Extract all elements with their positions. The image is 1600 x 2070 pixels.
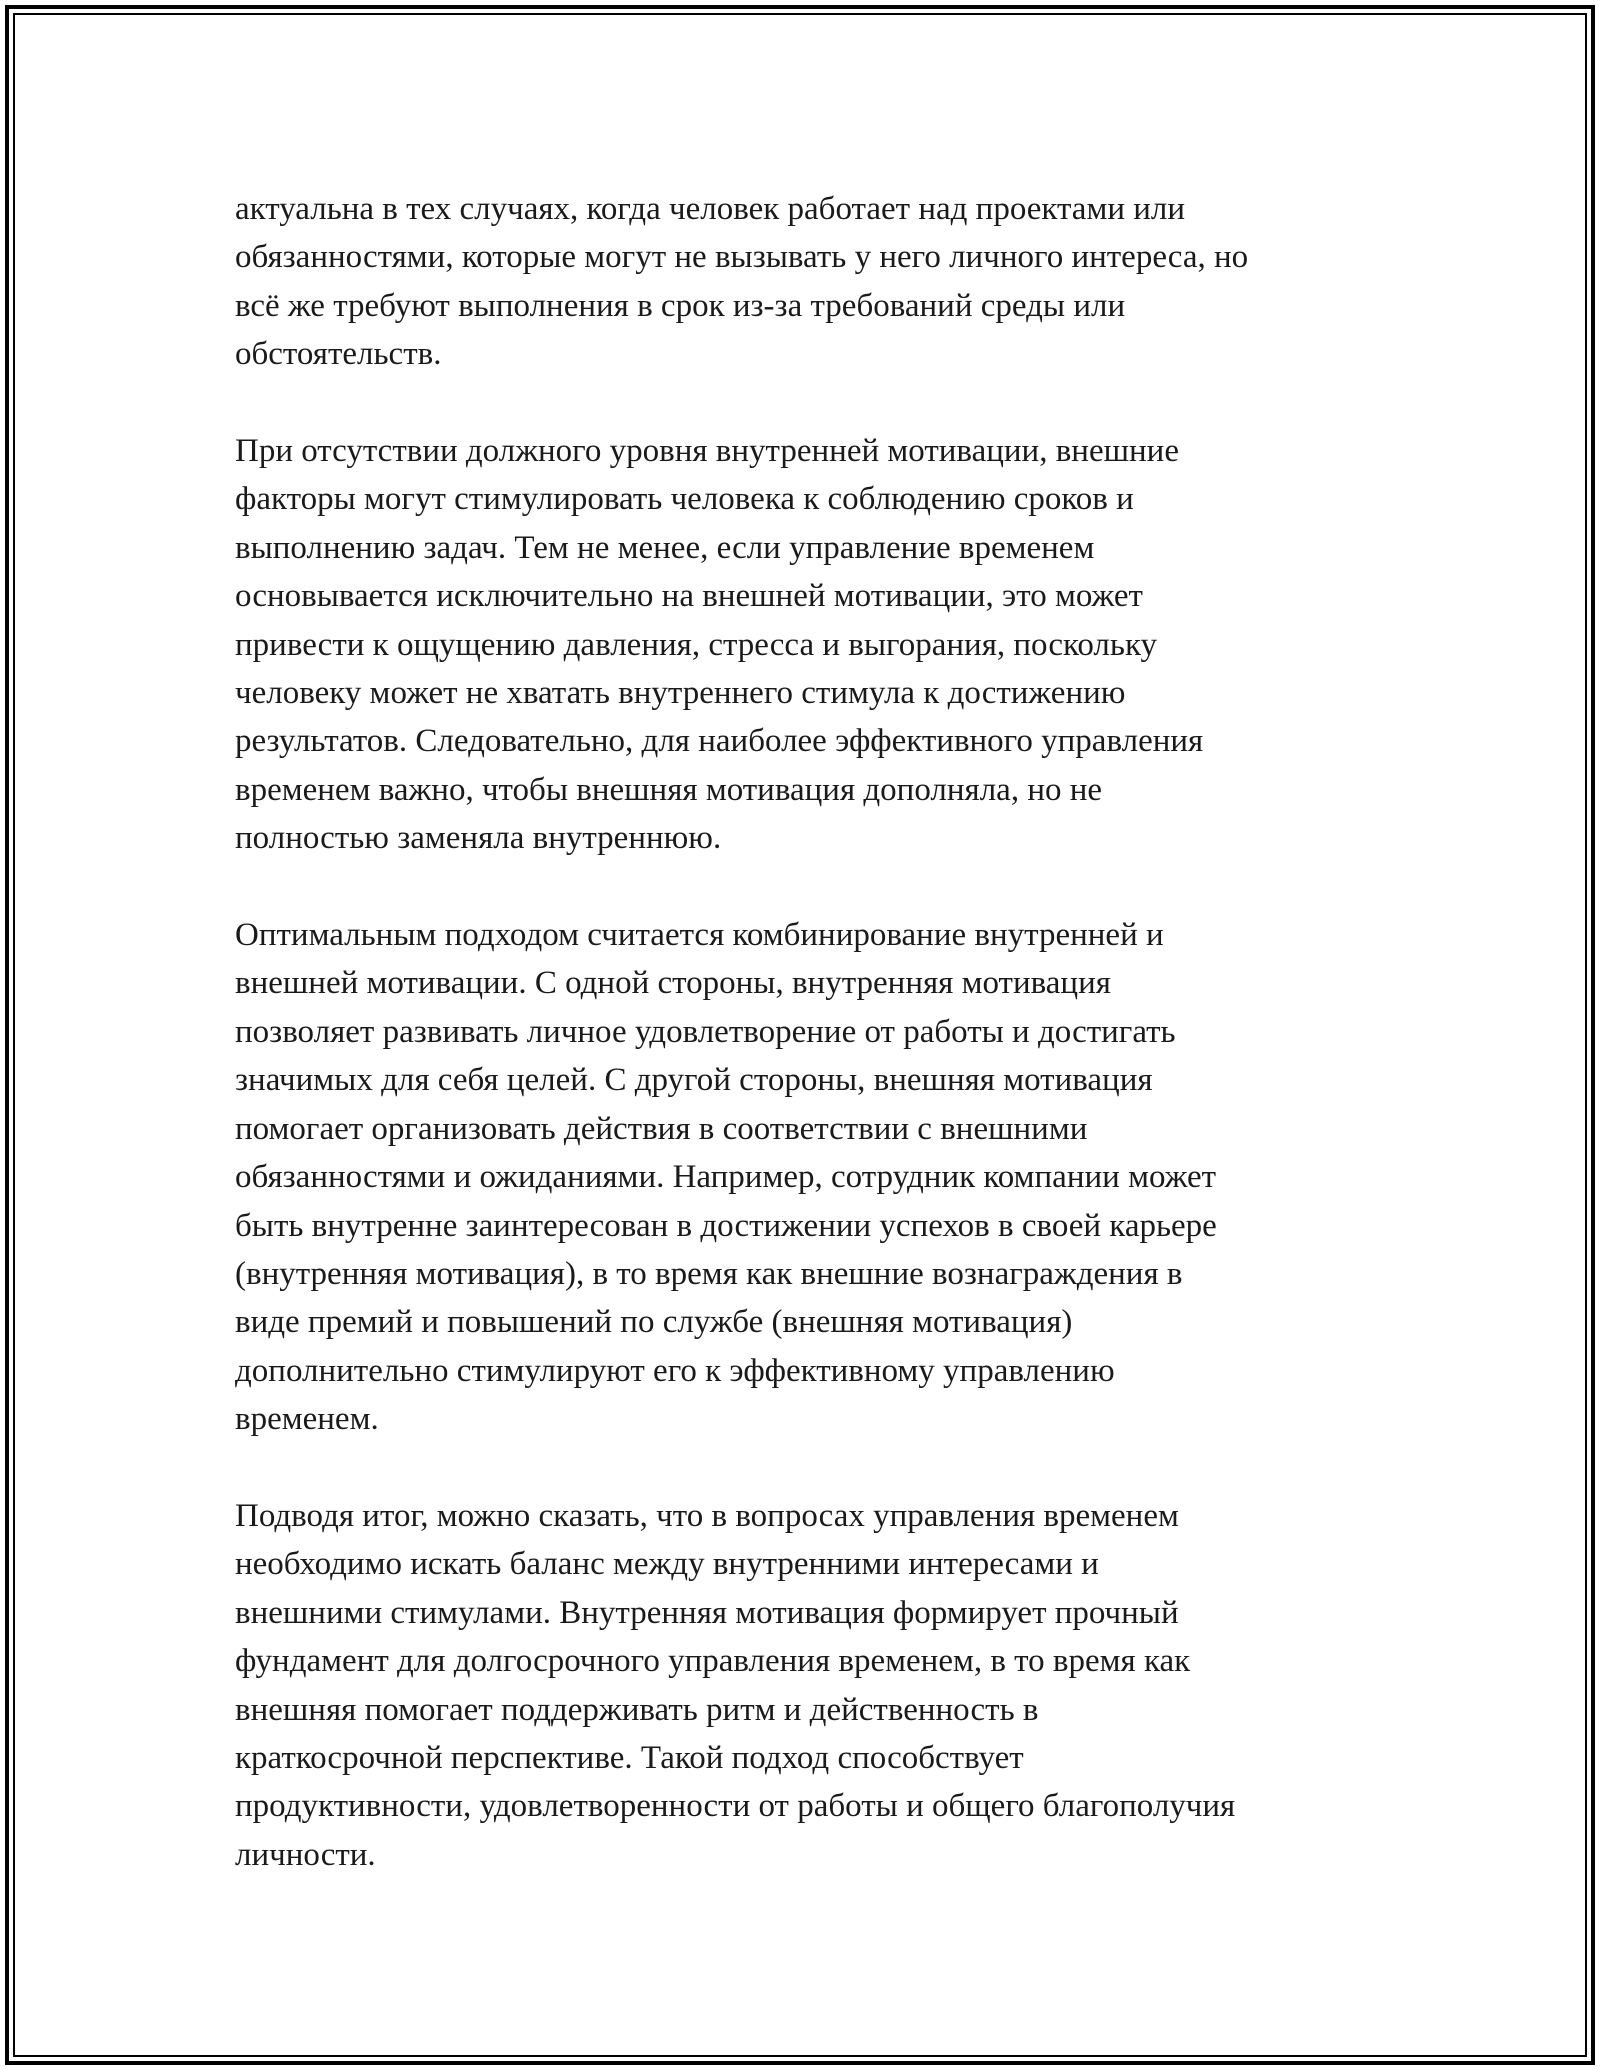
text-line: основывается исключительно на внешней мотивации, это может — [235, 578, 1143, 615]
paragraph-1 — [235, 185, 1375, 379]
text-line: обязанностями и ожиданиями. Например, сотрудник компании может — [235, 1159, 1217, 1196]
text-line: помогает организовать действия в соответствии с внешними — [235, 1110, 1088, 1147]
page-body — [235, 185, 1375, 1928]
text-line: продуктивности, удовлетворенности от работы и общего благополучия — [235, 1788, 1236, 1825]
text-line: временем важно, чтобы внешняя мотивация дополняла, но не — [235, 771, 1103, 808]
text-line: внешней мотивации. С одной стороны, внутренняя мотивация — [235, 965, 1111, 1002]
text-line: виде премий и повышений по службе (внешняя мотивация) — [235, 1304, 1073, 1341]
paragraph-4 — [235, 1492, 1375, 1879]
text-line: внешними стимулами. Внутренняя мотивация формирует прочный — [235, 1594, 1179, 1631]
text-line: краткосрочной перспективе. Такой подход способствует — [235, 1739, 1024, 1776]
text-line: актуальна в тех случаях, когда человек работает над проектами или — [235, 191, 1186, 227]
text-line: Оптимальным подходом считается комбинирование внутренней и — [235, 917, 1164, 954]
paragraph-2 — [235, 427, 1375, 863]
text-line: факторы могут стимулировать человека к соблюдению сроков и — [235, 481, 1134, 518]
text-line: позволяет развивать личное удовлетворение от работы и достигать — [235, 1013, 1176, 1050]
paragraph-3 — [235, 911, 1375, 1443]
text-line: внешняя помогает поддерживать ритм и действенность в — [235, 1691, 1039, 1728]
text-line: Подводя итог, можно сказать, что в вопросах управления временем — [235, 1497, 1179, 1534]
text-line: временем. — [235, 1401, 379, 1438]
text-line: дополнительно стимулируют его к эффективному управлению — [235, 1352, 1115, 1389]
text-line: обстоятельств. — [235, 336, 442, 373]
text-line: личности. — [235, 1836, 376, 1873]
text-line: привести к ощущению давления, стресса и выгорания, поскольку — [235, 626, 1158, 663]
text-line: всё же требуют выполнения в срок из-за требований среды или — [235, 287, 1126, 324]
text-line: выполнению задач. Тем не менее, если управление временем — [235, 529, 1095, 566]
text-line: значимых для себя целей. С другой стороны, внешняя мотивация — [235, 1062, 1153, 1099]
text-line: фундамент для долгосрочного управления временем, в то время как — [235, 1643, 1191, 1680]
text-line: результатов. Следовательно, для наиболее эффективного управления — [235, 723, 1204, 760]
text-line: обязанностями, которые могут не вызывать у него личного интереса, но — [235, 239, 1249, 276]
text-line: полностью заменяла внутреннюю. — [235, 820, 722, 857]
text-line: При отсутствии должного уровня внутренней мотивации, внешние — [235, 433, 1179, 470]
text-line: человеку может не хватать внутреннего стимула к достижению — [235, 675, 1126, 712]
text-line: необходимо искать баланс между внутренними интересами и — [235, 1546, 1099, 1583]
text-line: (внутренняя мотивация), в то время как внешние вознаграждения в — [235, 1255, 1183, 1292]
text-line: быть внутренне заинтересован в достижении успехов в своей карьере — [235, 1207, 1217, 1244]
